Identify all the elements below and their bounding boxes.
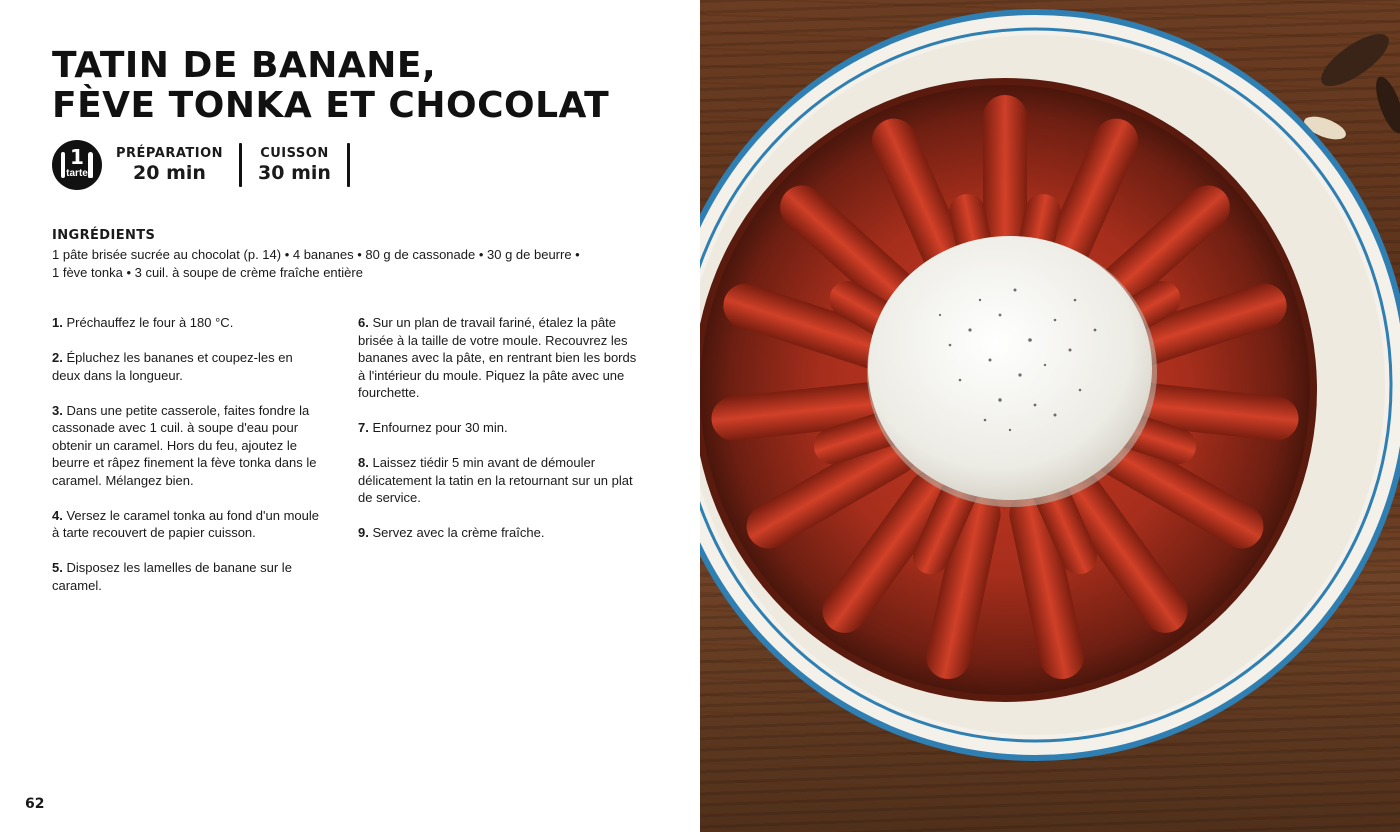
step-4: 4. Versez le caramel tonka au fond d'un moule à tarte recouvert de papier cuisson. xyxy=(52,507,319,540)
step-9: 9. Servez avec la crème fraîche. xyxy=(358,525,545,540)
prep-value: 20 min xyxy=(133,162,206,184)
page-number: 62 xyxy=(25,796,45,812)
recipe-photo xyxy=(700,0,1400,832)
cook-value: 30 min xyxy=(258,162,331,184)
divider xyxy=(239,143,242,187)
prep-time xyxy=(116,146,223,184)
prep-label: PRÉPARATION xyxy=(116,146,224,161)
tatin-photo-image xyxy=(700,0,1400,832)
step-7: 7. Enfournez pour 30 min. xyxy=(358,420,508,435)
ingredients-line: 1 pâte brisée sucrée au chocolat (p. 14) • 4 bananes • 80 g de cassonade • 30 g de beurre • xyxy=(52,247,580,262)
steps-column-2 xyxy=(358,314,638,559)
recipe-meta xyxy=(52,140,366,190)
creme-fraiche-icon xyxy=(868,236,1152,500)
cook-time xyxy=(258,146,331,184)
servings-unit: tarte xyxy=(66,168,88,179)
ingredients-list xyxy=(52,246,612,281)
tonka-bean-icon xyxy=(1370,73,1400,136)
step-5: 5. Disposez les lamelles de banane sur le caramel. xyxy=(52,560,292,593)
title-line-2: FÈVE TONKA ET CHOCOLAT xyxy=(52,85,610,126)
step-8: 8. Laissez tiédir 5 min avant de démouler délicatement la tatin en la retournant sur un plat de service. xyxy=(358,455,633,505)
step-2: 2. Épluchez les bananes et coupez-les en deux dans la longueur. xyxy=(52,350,293,383)
ingredients-line: 1 fève tonka • 3 cuil. à soupe de crème fraîche entière xyxy=(52,264,363,280)
ingredients-heading: INGRÉDIENTS xyxy=(52,228,156,243)
servings-badge xyxy=(52,140,102,190)
steps-column-1 xyxy=(52,314,322,612)
recipe-title xyxy=(52,46,609,126)
step-1: 1. Préchauffez le four à 180 °C. xyxy=(52,315,234,330)
cook-label: CUISSON xyxy=(260,146,329,161)
title-line-1: TATIN DE BANANE, xyxy=(52,45,437,86)
step-6: 6. Sur un plan de travail fariné, étalez la pâte brisée à la taille de votre moule. Recouvrez les bananes avec la pâte, en rentrant bien les bords à l'intérieur du moule. Piquez la pâte avec une fourchette. xyxy=(358,315,637,400)
step-3: 3. Dans une petite casserole, faites fondre la cassonade avec 1 cuil. à soupe d'eau pour obtenir un caramel. Hors du feu, ajoutez le beurre et râpez finement la fève tonka dans le caramel. Mélangez bien. xyxy=(52,402,317,488)
servings-count: 1 xyxy=(70,145,84,169)
divider xyxy=(347,143,350,187)
